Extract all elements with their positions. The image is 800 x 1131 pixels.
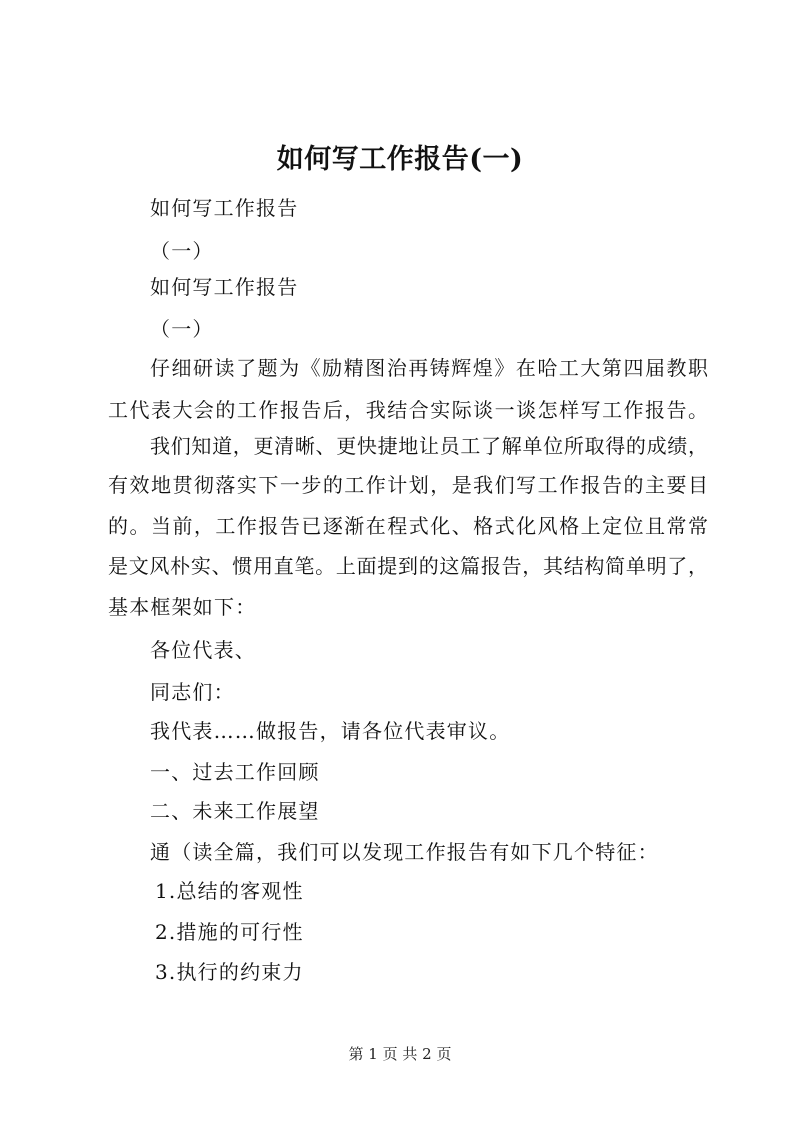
paragraph-subheading: （一） xyxy=(150,317,214,341)
paragraph-subheading: （一） xyxy=(150,239,214,263)
body-text-line: 通（读全篇，我们可以发现工作报告有如下几个特征： xyxy=(150,840,659,864)
paragraph-heading: 如何写工作报告 xyxy=(150,196,299,220)
body-text-line: 的。当前，工作报告已逐渐在程式化、格式化风格上定位且常常 xyxy=(108,514,708,538)
document-title: 如何写工作报告(一) xyxy=(276,144,524,175)
section-heading: 二、未来工作展望 xyxy=(150,799,320,823)
body-text-line: 有效地贯彻落实下一步的工作计划，是我们写工作报告的主要目 xyxy=(108,473,708,497)
salutation-line: 各位代表、 xyxy=(150,638,256,662)
body-text-line: 我代表……做报告，请各位代表审议。 xyxy=(150,719,511,743)
body-text-line: 基本框架如下： xyxy=(108,595,257,619)
body-text-line: 我们知道，更清晰、更快捷地让员工了解单位所取得的成绩， xyxy=(150,434,708,458)
section-heading: 一、过去工作回顾 xyxy=(150,760,320,784)
body-text-line: 是文风朴实、惯用直笔。上面提到的这篇报告，其结构简单明了， xyxy=(108,554,708,578)
body-text-line: 工代表大会的工作报告后，我结合实际谈一谈怎样写工作报告。 xyxy=(108,398,708,422)
body-text-line: 仔细研读了题为《励精图治再铸辉煌》在哈工大第四届教职 xyxy=(150,356,708,380)
list-item: 1.总结的客观性 xyxy=(155,879,304,903)
list-item: 2.措施的可行性 xyxy=(155,920,304,944)
page-indicator: 第 1 页 共 2 页 xyxy=(348,1045,452,1063)
paragraph-heading: 如何写工作报告 xyxy=(150,275,299,299)
list-item: 3.执行的约束力 xyxy=(155,960,304,984)
salutation-line: 同志们： xyxy=(150,680,235,704)
